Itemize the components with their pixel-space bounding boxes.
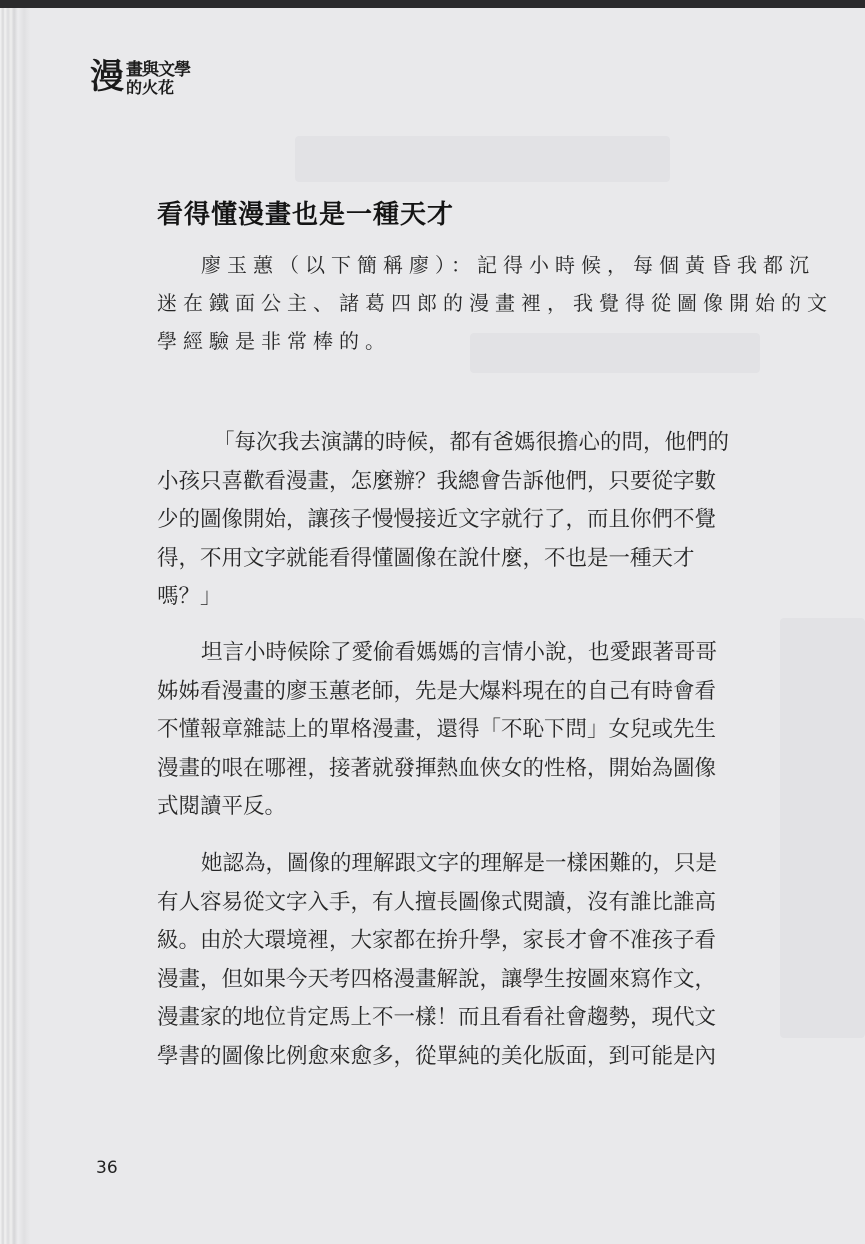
quote-line-1: 「每次我去演講的時候，都有爸媽很擔心的問，他們的 xyxy=(213,430,730,455)
quote-paragraph xyxy=(157,424,797,617)
para2-line-1: 坦言小時候除了愛偷看媽媽的言情小說，也愛跟著哥哥 xyxy=(201,640,718,665)
para2-line-2: 姊姊看漫畫的廖玉蕙老師，先是大爆料現在的自己有時會看 xyxy=(157,678,717,704)
intro-line-2: 迷在鐵面公主、諸葛四郎的漫畫裡，我覺得從圖像開始的文 xyxy=(157,291,833,315)
body-paragraph-3 xyxy=(157,845,797,1076)
para3-line-6: 學書的圖像比例愈來愈多，從單純的美化版面，到可能是內 xyxy=(157,1043,717,1069)
quote-line-3: 少的圖像開始，讓孩子慢慢接近文字就行了，而且你們不覺 xyxy=(157,507,717,532)
para2-line-5: 式閱讀平反。 xyxy=(157,794,287,819)
para2-line-4: 漫畫的哏在哪裡，接著就發揮熱血俠女的性格，開始為圖像 xyxy=(157,755,717,781)
para2-line-3: 不懂報章雜誌上的單格漫畫，還得「不恥下問」女兒或先生 xyxy=(157,717,717,742)
intro-line-3: 學經驗是非常棒的。 xyxy=(157,329,391,353)
section-title: 看得懂漫畫也是一種天才 xyxy=(157,200,455,230)
book-title-logo-line2: 的火花 xyxy=(126,78,175,97)
book-page xyxy=(0,8,865,1244)
quote-line-2: 小孩只喜歡看漫畫，怎麼辦？我總會告訴他們，只要從字數 xyxy=(157,468,717,494)
book-title-logo-line1: 畫與文學 xyxy=(126,60,190,80)
book-title-logo xyxy=(90,57,200,104)
scanner-top-edge xyxy=(0,0,865,8)
page-stack-edge xyxy=(0,8,30,1244)
para3-line-4: 漫畫，但如果今天考四格漫畫解說，讓學生按圖來寫作文， xyxy=(157,966,717,992)
show-through-title xyxy=(295,136,670,182)
body-paragraph-2 xyxy=(157,634,797,827)
intro-line-1: 廖玉蕙（以下簡稱廖）：記得小時候，每個黃昏我都沉 xyxy=(201,253,815,277)
para3-line-3: 級。由於大環境裡，大家都在拚升學，家長才會不准孩子看 xyxy=(157,928,717,953)
para3-line-1: 她認為，圖像的理解跟文字的理解是一樣困難的，只是 xyxy=(201,851,718,876)
quote-line-4: 得，不用文字就能看得懂圖像在說什麼，不也是一種天才 xyxy=(157,545,695,571)
quote-line-5: 嗎？」 xyxy=(157,584,222,609)
para3-line-2: 有人容易從文字入手，有人擅長圖像式閱讀，沒有誰比誰高 xyxy=(157,889,717,915)
book-title-logo-large-char: 漫 xyxy=(90,57,124,97)
intro-paragraph xyxy=(157,246,833,360)
page-number: 36 xyxy=(96,1158,118,1178)
para3-line-5: 漫畫家的地位肯定馬上不一樣！而且看看社會趨勢，現代文 xyxy=(157,1005,717,1030)
